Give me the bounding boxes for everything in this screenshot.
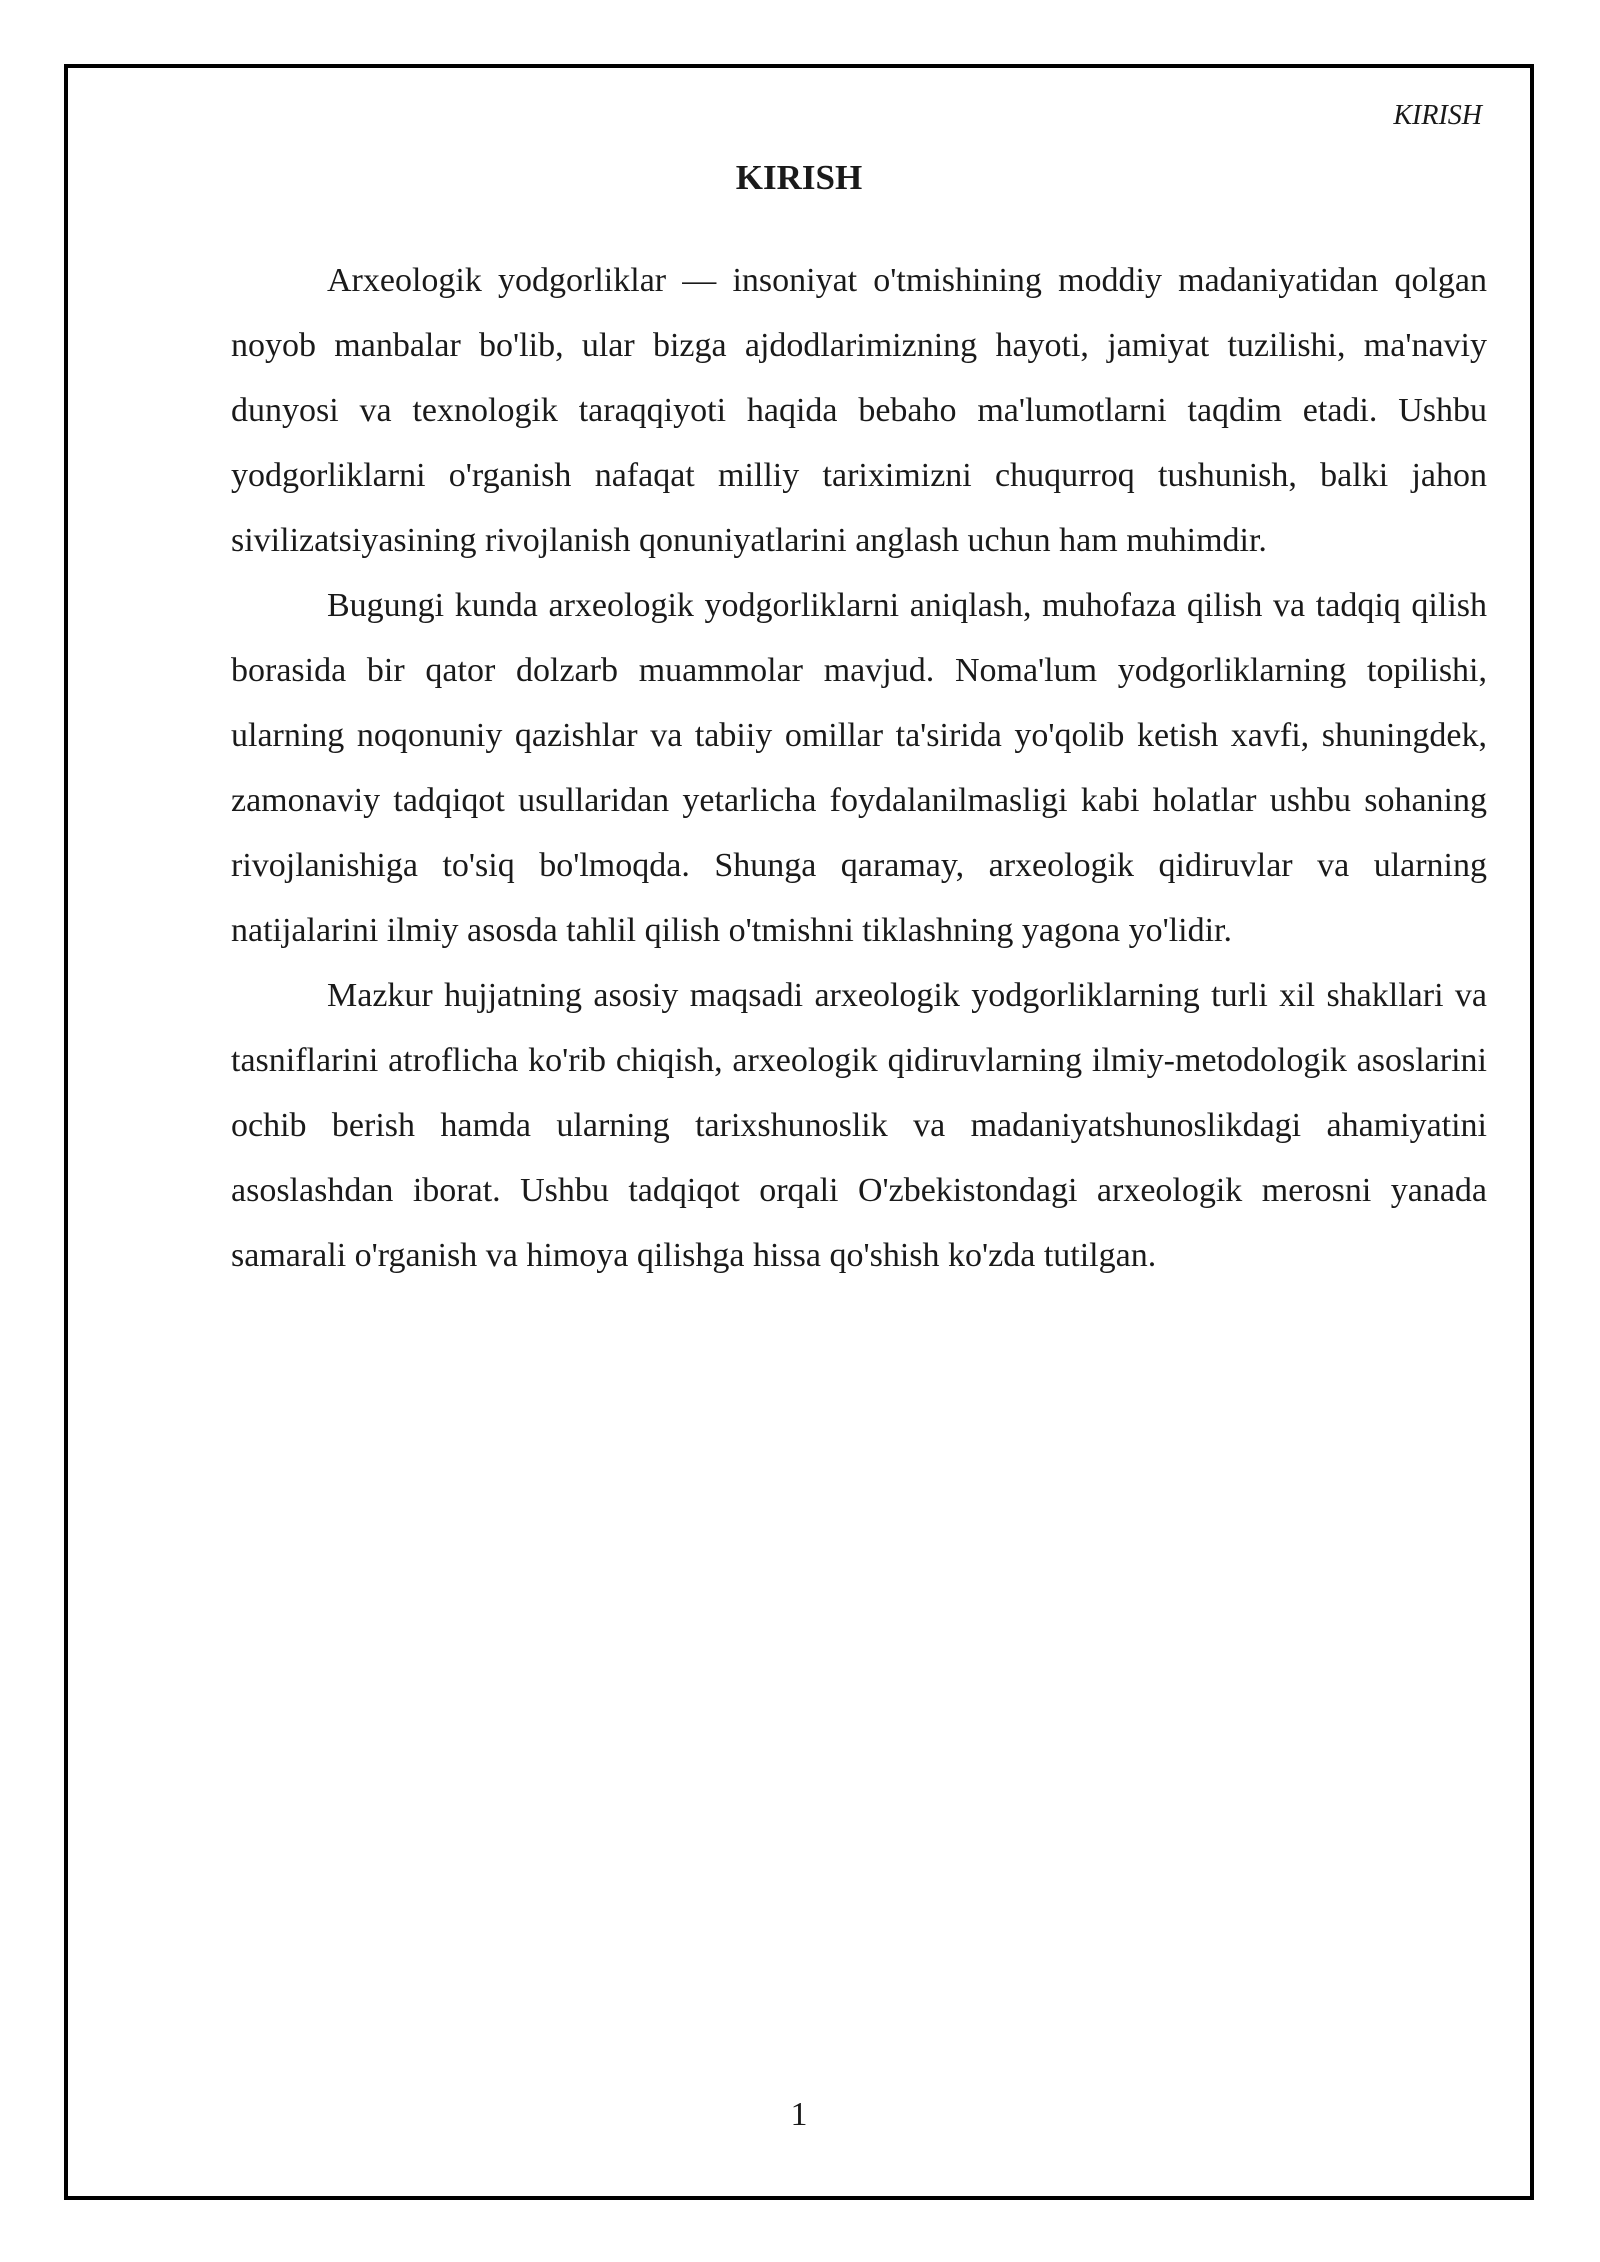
paragraph-2: Bugungi kunda arxeologik yodgorliklarni aniqlash, muhofaza qilish va tadqiq qilish borasida bir qator dolzarb muammolar mavjud. Noma'lum yodgorliklarning topilishi, ularning noqonuniy qazishlar va tabiiy omillar ta'sirida yo'qolib ketish xavfi, shuningdek, zamonaviy tadqiqot usullaridan yetarlicha foydalanilmasligi kabi holatlar ushbu sohaning rivojlanishiga to'siq bo'lmoqda. Shunga qaramay, arxeologik qidiruvlar va ularning natijalarini ilmiy asosda tahlil qilish o'tmishni tiklashning yagona yo'lidir. bbox=[231, 587, 1487, 949]
running-header: KIRISH bbox=[1393, 100, 1482, 131]
paragraph-1: Arxeologik yodgorliklar — insoniyat o'tmishining moddiy madaniyatidan qolgan noyob manbalar bo'lib, ular bizga ajdodlarimizning hayoti, jamiyat tuzilishi, ma'naviy dunyosi va texnologik taraqqiyoti haqida bebaho ma'lumotlarni taqdim etadi. Ushbu yodgorliklarni o'rganish nafaqat milliy tariximizni chuqurroq tushunish, balki jahon sivilizatsiyasining rivojlanish qonuniyatlarini anglash uchun ham muhimdir. bbox=[231, 262, 1487, 559]
page-title: KIRISH bbox=[735, 158, 863, 197]
page-number: 1 bbox=[790, 2096, 808, 2133]
document-body bbox=[231, 248, 1487, 1288]
page-border bbox=[64, 64, 1534, 2200]
paragraph-3: Mazkur hujjatning asosiy maqsadi arxeologik yodgorliklarning turli xil shakllari va tasniflarini atroflicha ko'rib chiqish, arxeologik qidiruvlarning ilmiy-metodologik asoslarini ochib berish hamda ularning tarixshunoslik va madaniyatshunoslikdagi ahamiyatini asoslashdan iborat. Ushbu tadqiqot orqali O'zbekistondagi arxeologik merosni yanada samarali o'rganish va himoya qilishga hissa qo'shish ko'zda tutilgan. bbox=[231, 977, 1487, 1274]
